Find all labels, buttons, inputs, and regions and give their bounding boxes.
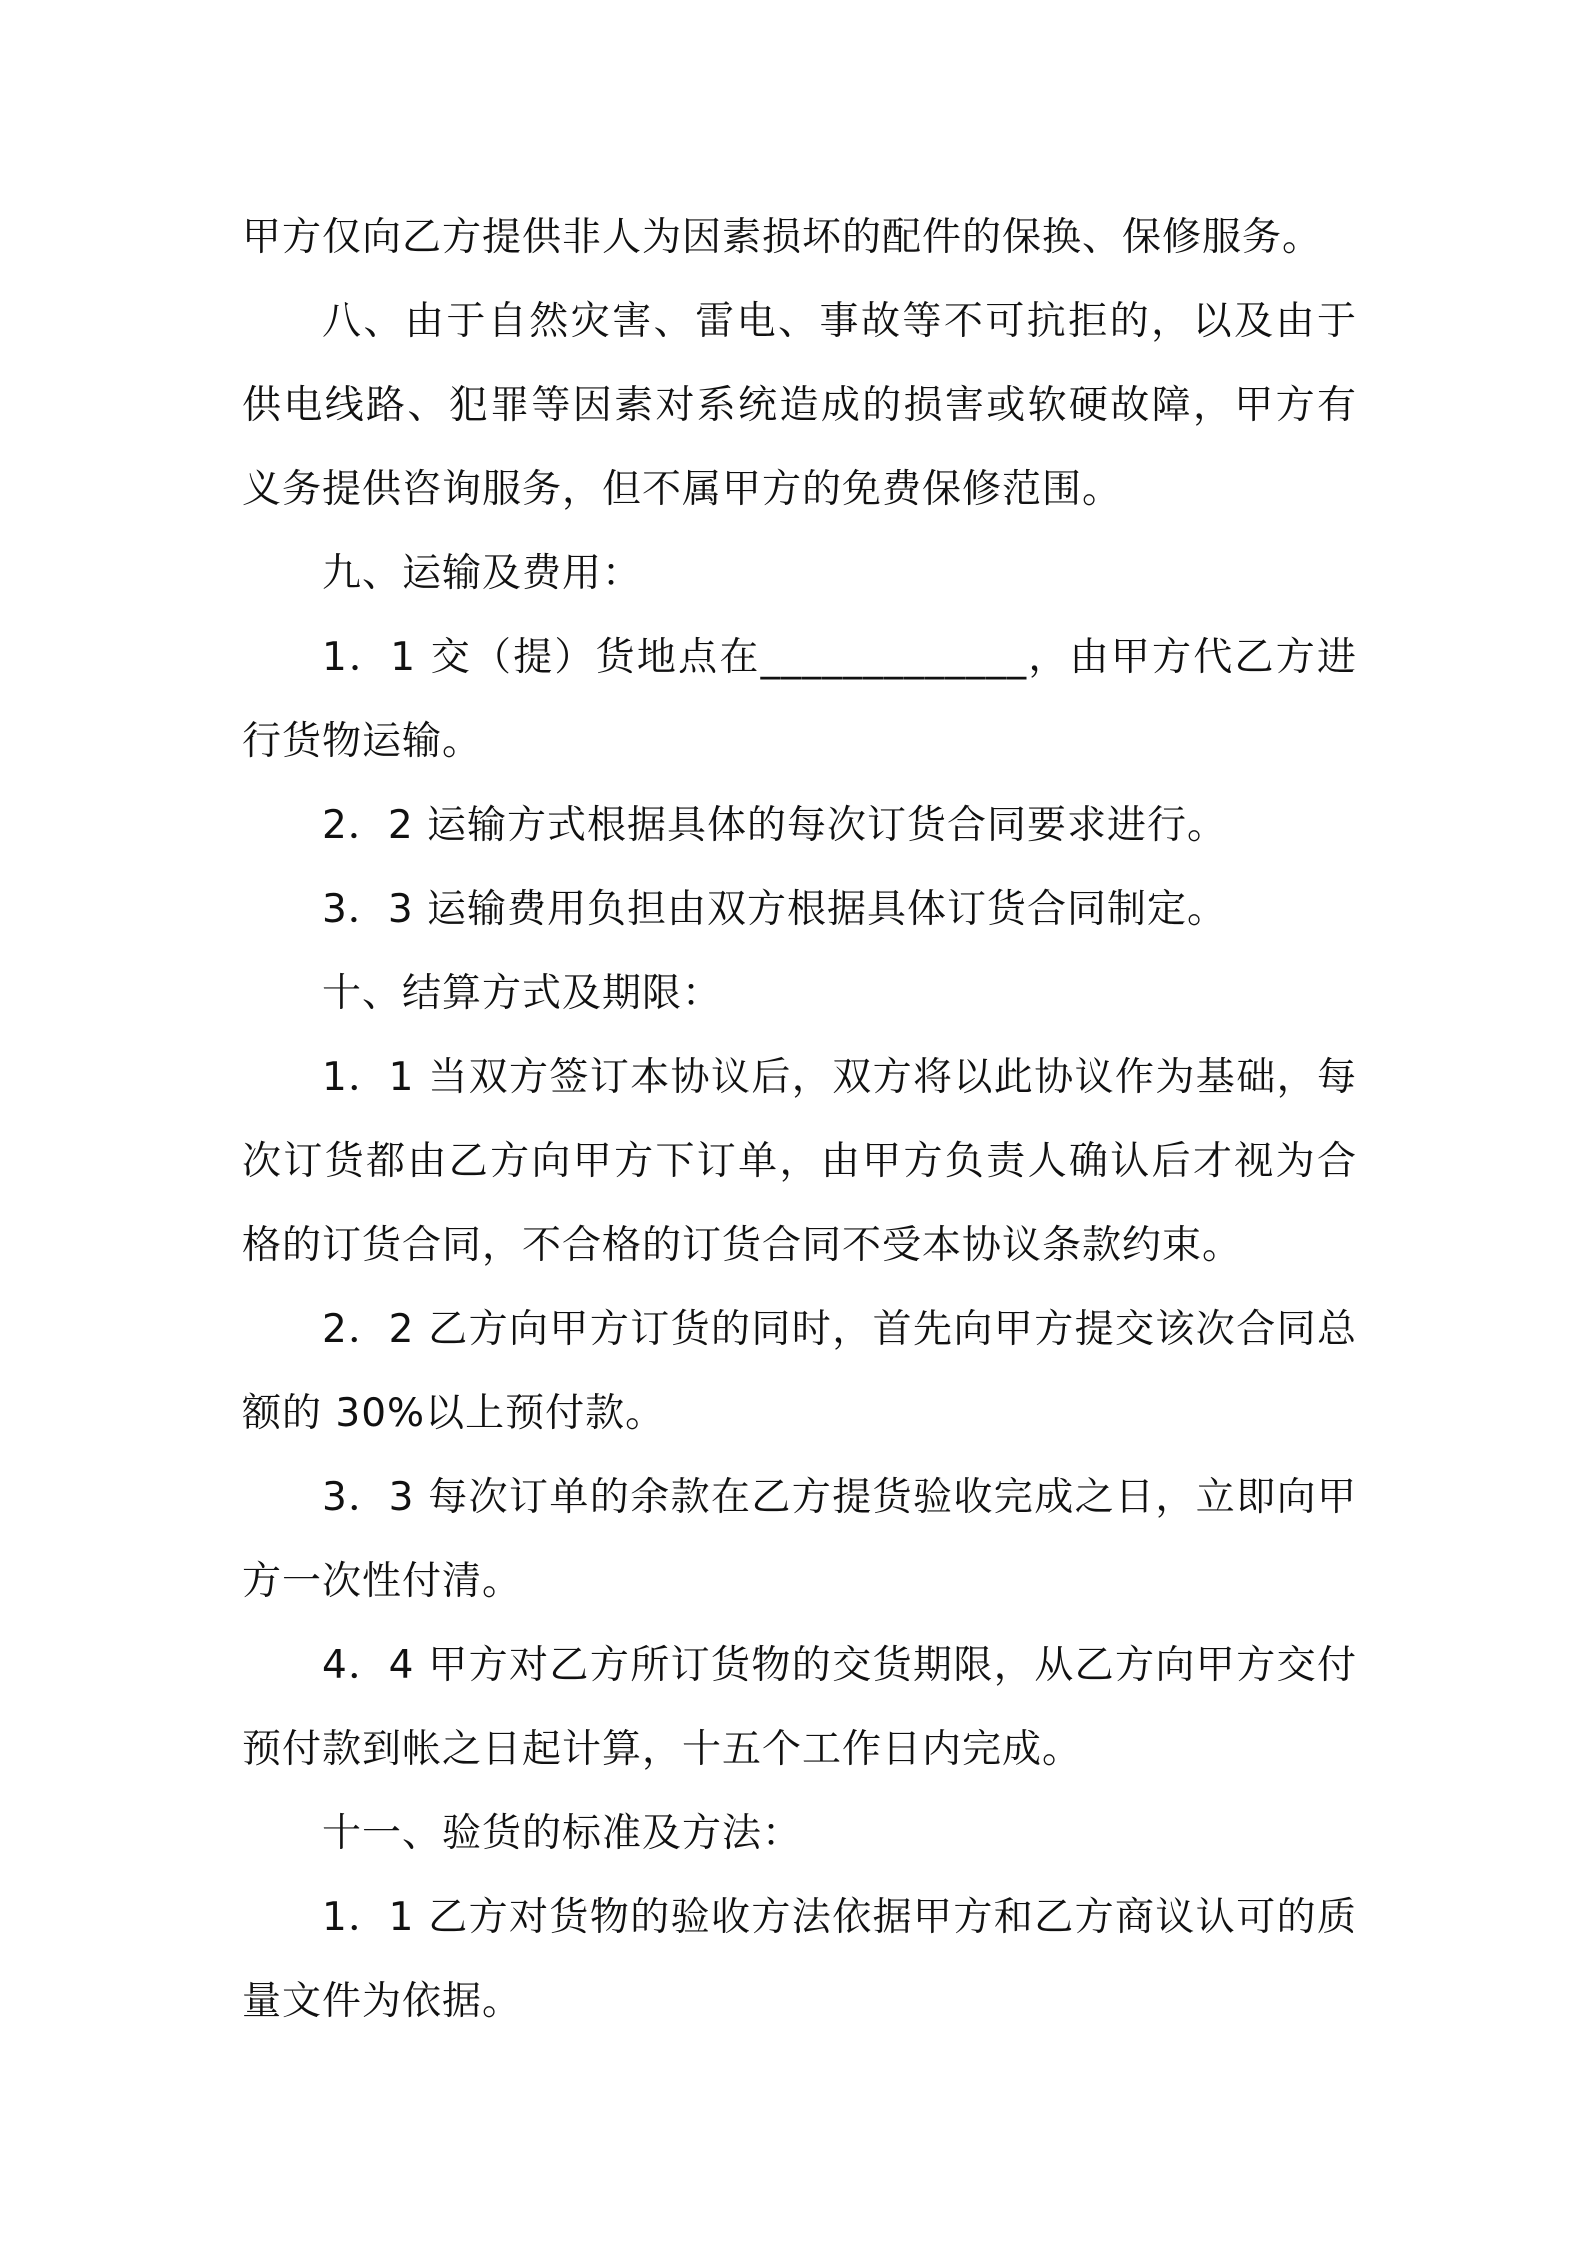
heading-clause-11-inspection: 十一、验货的标准及方法：: [322, 1811, 803, 1856]
paragraph-clause-11-1-inspection-method: 1．1 乙方对货物的验收方法依据甲方和乙方商议认可的质量文件为依据。: [242, 1895, 1357, 2024]
paragraph-clause-10-2-prepayment: 2．2 乙方向甲方订货的同时，首先向甲方提交该次合同总额的 30%以上预付款。: [242, 1307, 1357, 1436]
paragraph-clause-9-1-delivery-location: 1．1 交（提）货地点在_____________，由甲方代乙方进行货物运输。: [242, 635, 1357, 764]
paragraph-clause-10-1-orders: 1．1 当双方签订本协议后，双方将以此协议作为基础，每次订货都由乙方向甲方下订单，由甲方负责人确认后才视为合格的订货合同，不合格的订货合同不受本协议条款约束。: [242, 1055, 1357, 1268]
paragraph-clause-8-force-majeure: 八、由于自然灾害、雷电、事故等不可抗拒的，以及由于供电线路、犯罪等因素对系统造成的损害或软硬故障，甲方有义务提供咨询服务，但不属甲方的免费保修范围。: [242, 299, 1357, 512]
paragraph-clause-10-3-balance: 3．3 每次订单的余款在乙方提货验收完成之日，立即向甲方一次性付清。: [242, 1475, 1357, 1604]
document-body: [242, 196, 1357, 2044]
paragraph-clause-10-4-delivery-period: 4．4 甲方对乙方所订货物的交货期限，从乙方向甲方交付预付款到帐之日起计算，十五个工作日内完成。: [242, 1643, 1357, 1772]
paragraph-warranty-scope: 甲方仅向乙方提供非人为因素损坏的配件的保换、保修服务。: [242, 215, 1323, 260]
heading-clause-10-settlement: 十、结算方式及期限：: [322, 971, 723, 1016]
paragraph-clause-9-3-transport-cost: 3．3 运输费用负担由双方根据具体订货合同制定。: [322, 887, 1228, 932]
paragraph-clause-9-2-transport-method: 2．2 运输方式根据具体的每次订货合同要求进行。: [322, 803, 1228, 848]
heading-clause-9-transport: 九、运输及费用：: [322, 551, 643, 596]
